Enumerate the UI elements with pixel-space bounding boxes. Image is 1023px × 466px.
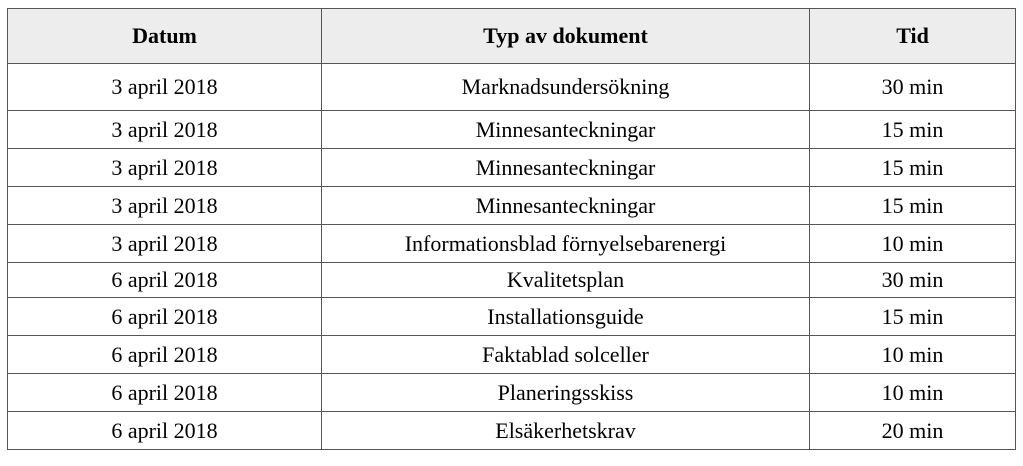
cell-time: 15 min xyxy=(810,298,1016,336)
cell-date: 3 april 2018 xyxy=(8,111,322,149)
cell-time: 15 min xyxy=(810,149,1016,187)
cell-date: 6 april 2018 xyxy=(8,412,322,450)
cell-time: 10 min xyxy=(810,374,1016,412)
cell-date: 3 april 2018 xyxy=(8,149,322,187)
table-row xyxy=(8,187,1016,225)
column-header-type: Typ av dokument xyxy=(322,9,810,64)
column-header-date: Datum xyxy=(8,9,322,64)
table-row xyxy=(8,336,1016,374)
column-header-time: Tid xyxy=(810,9,1016,64)
cell-date: 6 april 2018 xyxy=(8,336,322,374)
cell-type: Minnesanteckningar xyxy=(322,187,810,225)
cell-type: Planeringsskiss xyxy=(322,374,810,412)
cell-type: Minnesanteckningar xyxy=(322,111,810,149)
table-row xyxy=(8,225,1016,263)
cell-date: 6 april 2018 xyxy=(8,263,322,298)
table-row xyxy=(8,412,1016,450)
table-header-row xyxy=(8,9,1016,64)
cell-time: 10 min xyxy=(810,225,1016,263)
cell-date: 6 april 2018 xyxy=(8,374,322,412)
cell-type: Kvalitetsplan xyxy=(322,263,810,298)
cell-date: 3 april 2018 xyxy=(8,225,322,263)
document-log-table xyxy=(7,8,1016,450)
table-row xyxy=(8,374,1016,412)
cell-date: 3 april 2018 xyxy=(8,187,322,225)
cell-type: Installationsguide xyxy=(322,298,810,336)
cell-time: 15 min xyxy=(810,111,1016,149)
table-row xyxy=(8,149,1016,187)
table-row xyxy=(8,111,1016,149)
cell-date: 3 april 2018 xyxy=(8,64,322,111)
cell-time: 30 min xyxy=(810,64,1016,111)
table-row xyxy=(8,263,1016,298)
table-row xyxy=(8,64,1016,111)
table-row xyxy=(8,298,1016,336)
cell-time: 20 min xyxy=(810,412,1016,450)
cell-date: 6 april 2018 xyxy=(8,298,322,336)
cell-type: Elsäkerhetskrav xyxy=(322,412,810,450)
cell-time: 15 min xyxy=(810,187,1016,225)
cell-time: 10 min xyxy=(810,336,1016,374)
cell-type: Minnesanteckningar xyxy=(322,149,810,187)
cell-type: Informationsblad förnyelsebarenergi xyxy=(322,225,810,263)
cell-type: Marknadsundersökning xyxy=(322,64,810,111)
cell-type: Faktablad solceller xyxy=(322,336,810,374)
cell-time: 30 min xyxy=(810,263,1016,298)
